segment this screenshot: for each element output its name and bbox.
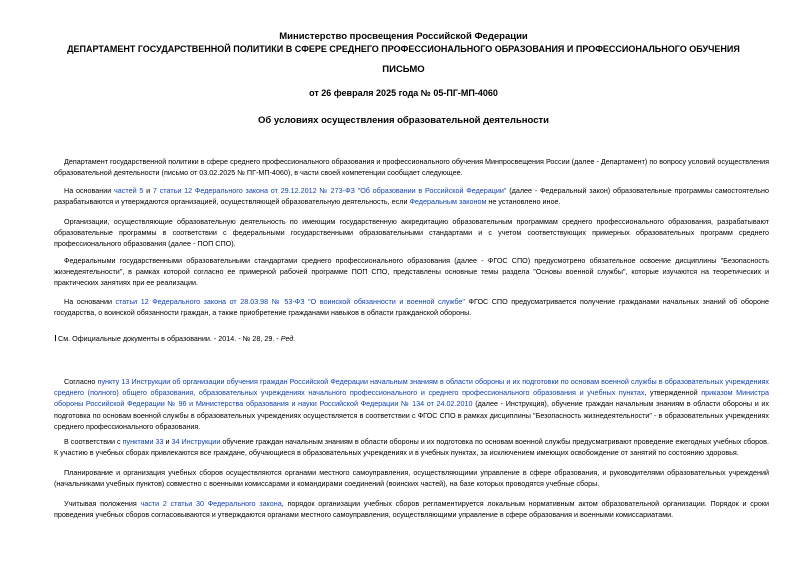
link-items-33[interactable]: пунктами 33 <box>122 437 164 446</box>
paragraph-5-text-1: На основании <box>64 297 116 306</box>
paragraph-2-text-1: На основании <box>64 186 115 195</box>
link-order-96-134[interactable]: приказом Министра обороны Российской Федерации № 96 и Министерства образования и науки Российской Федерации № 134 от 24.02.2010 <box>54 388 769 409</box>
link-instruction-34[interactable]: 34 Инструкции <box>171 437 221 446</box>
paragraph-2-text-2: и <box>143 186 153 195</box>
paragraph-9 <box>54 498 769 520</box>
paragraph-4-text: Федеральными государственными образовательными стандартами среднего профессионального образования (далее - ФГОС СПО) предусмотрено обязательное освоение дисциплины "Безопасность жизнедеятельности", в рамках которой согласно ее примерной рабочей программе ПОП СПО, представлены основные темы раздела "Основы военной службы", которые изучаются на теоретических и практических занятиях при ее реализации. <box>54 256 769 288</box>
paragraph-9-text-2: , порядок организации учебных сборов регламентируется локальным нормативным актом образовательной организации. Порядок и сроки проведения учебных сборов согласовываются и утверждаются органами местного самоуправления, осуществляющими управление в сфере образования и военными комиссариатами. <box>54 499 769 520</box>
paragraph-6-text-3: (далее - Инструкция), обучение граждан начальным знаниям в области обороны и их подготовка по основам военной службы в образовательных учреждениях осуществляется в соответствии с ФГОС СПО в рамках дисциплины "Безопасность жизнедеятельности" - в образовательных учреждениях среднего профессионального образования. <box>54 399 769 431</box>
paragraph-2-text-4: не установлено иное. <box>486 197 561 207</box>
paragraph-7 <box>54 436 769 458</box>
paragraph-1 <box>54 156 769 178</box>
department-title: ДЕПАРТАМЕНТ ГОСУДАРСТВЕННОЙ ПОЛИТИКИ В СФЕРЕ СРЕДНЕГО ПРОФЕССИОНАЛЬНОГО ОБРАЗОВАНИЯ И ПРОФЕССИОНАЛЬНОГО ОБУЧЕНИЯ <box>67 44 740 54</box>
link-federal-law[interactable]: Федеральным законом <box>409 197 487 207</box>
paragraph-2 <box>54 185 769 207</box>
letter-header <box>0 31 807 55</box>
paragraph-3 <box>54 216 769 250</box>
link-article-30-part-2[interactable]: части 2 статьи 30 Федерального закона <box>140 499 282 508</box>
footnote-text: См. Официальные документы в образовании. - 2014. - № 28, 29. - <box>58 334 281 343</box>
paragraph-5 <box>54 296 769 318</box>
document-subject: Об условиях осуществления образовательной деятельности <box>258 115 549 126</box>
paragraph-6-text-1: Согласно <box>64 377 98 386</box>
footnote-editor-mark: Ред. <box>280 334 296 343</box>
footnote <box>54 333 534 344</box>
document-date-number: от 26 февраля 2025 года № 05-ПГ-МП-4060 <box>309 88 498 98</box>
paragraph-6 <box>54 376 769 432</box>
paragraph-1-text: Департамент государственной политики в сфере среднего профессионального образования и профессионального обучения Минпросвещения России (далее - Департамент) по вопросу условий осуществления образовательной деятельности (письмо от 03.02.2025 № ПГ-МП-4060), в части своей компетенции сообщает следующее. <box>54 157 769 178</box>
link-law-273-fz[interactable]: 7 статьи 12 Федерального закона от 29.12.2012 № 273-ФЗ "Об образовании в Российской Федерации" <box>152 186 507 195</box>
paragraph-9-text-1: Учитывая положения <box>64 499 141 508</box>
paragraph-5-text-2: ФГОС СПО предусматривается получение гражданами начальных знаний об обороне государства, о воинской обязанности граждан, а также приобретение гражданами навыков в области гражданской обороны. <box>54 297 769 318</box>
paragraph-7-text-1: В соответствии с <box>64 437 123 446</box>
paragraph-2-text-3: (далее - Федеральный закон) образовательные программы самостоятельно разрабатываются и утверждаются организацией, осуществляющей образовательную деятельность, если <box>54 186 769 207</box>
paragraph-3-text: Организации, осуществляющие образовательную деятельность по имеющим государственную аккредитацию образовательным программам среднего профессионального образования, разрабатывают образовательные программы в соответствии с федеральными государственными образовательными стандартами и с учетом соответствующих примерных образовательных программ среднего профессионального образования (далее - ПОП СПО). <box>54 217 769 249</box>
document-type: ПИСЬМО <box>382 64 425 75</box>
paragraph-7-text-3: обучение граждан начальным знаниям в области обороны и их подготовка по основам военной службы предусматривают проведение ежегодных учебных сборов. К участию в учебных сборах привлекаются все граждане, обучающиеся в образовательных учреждениях и в учебных пунктах, за исключением имеющих освобождение от занятий по состоянию здоровья. <box>54 437 769 458</box>
link-instruction-item-13[interactable]: пункту 13 Инструкции об организации обучения граждан Российской Федерации начальным знаниям в области обороны и их подготовки по основам военной службы в образовательных учреждениях среднего (полного) общего образования, образовательных учреждениях начального профессионального и среднего профессионального образования и учебных пунктах <box>54 377 770 398</box>
paragraph-7-text-2: и <box>163 437 172 446</box>
paragraph-8-text: Планирование и организация учебных сборов осуществляются органами местного самоуправления, осуществляющими управление в сфере образования, и руководителями образовательных учреждений (начальниками учебных пунктов) совместно с военными комиссарами и командирами соединений (воинских частей), на базе которых проводятся учебные сборы. <box>54 468 769 489</box>
ministry-title: Министерство просвещения Российской Федерации <box>279 31 528 42</box>
paragraph-4 <box>54 255 769 289</box>
link-law-53-fz[interactable]: статьи 12 Федерального закона от 28.03.98 № 53-ФЗ "О воинской обязанности и военной службе" <box>115 297 465 306</box>
link-part-5[interactable]: частей 5 <box>114 186 144 195</box>
paragraph-8 <box>54 467 769 489</box>
paragraph-6-text-2: , утвержденной <box>644 388 702 398</box>
